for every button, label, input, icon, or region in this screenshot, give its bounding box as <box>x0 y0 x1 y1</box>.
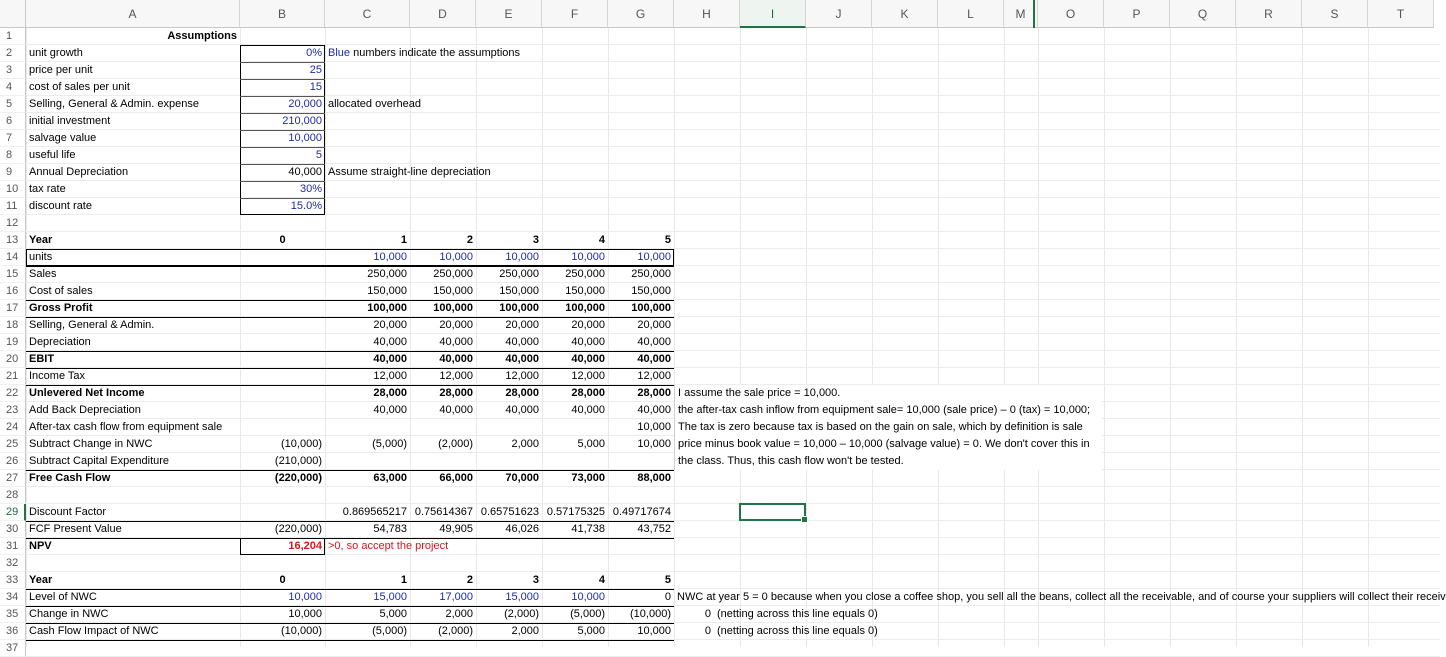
assumption-cell-divider <box>240 147 325 148</box>
nwc-value[interactable]: (5,000) <box>372 625 407 637</box>
cashflow-value[interactable]: 100,000 <box>433 302 473 314</box>
cashflow-value[interactable]: 10,000 <box>439 251 473 263</box>
fcf-pv-value[interactable]: 49,905 <box>439 523 473 535</box>
table-rule <box>26 249 674 250</box>
row-header[interactable]: 10 <box>0 181 26 198</box>
cashflow-value[interactable]: 10,000 <box>505 251 539 263</box>
cashflow-row-label[interactable]: After-tax cash flow from equipment sale <box>29 421 223 433</box>
assumption-value[interactable]: 0% <box>306 47 322 59</box>
column-header[interactable]: L <box>938 0 1004 28</box>
row-header[interactable]: 6 <box>0 113 26 130</box>
nwc-value[interactable]: 0 <box>664 591 671 603</box>
cashflow-row-label[interactable]: Sales <box>29 268 57 280</box>
fcf-pv-value[interactable]: 46,026 <box>505 523 539 535</box>
cashflow-value[interactable]: 5,000 <box>577 438 605 450</box>
assumption-value[interactable]: 40,000 <box>288 166 322 178</box>
cashflow-row-label[interactable]: Subtract Change in NWC <box>29 438 153 450</box>
nwc-value[interactable]: (2,000) <box>504 608 539 620</box>
row-header[interactable]: 32 <box>0 555 26 572</box>
cashflow-row-label[interactable]: Unlevered Net Income <box>29 387 145 399</box>
cashflow-value[interactable]: 150,000 <box>367 285 407 297</box>
discount-factor-value[interactable]: 0.65751623 <box>480 506 539 518</box>
cashflow-value[interactable]: 70,000 <box>505 472 539 484</box>
nwc-total[interactable]: 0 <box>704 608 711 620</box>
nwc-note[interactable]: NWC at year 5 = 0 because when you close a coffee shop, you sell all the beans, collect all the receivable, and of course your suppliers will collect their receiv <box>677 591 1446 603</box>
cashflow-value[interactable]: 12,000 <box>571 370 605 382</box>
nwc-value[interactable]: 10,000 <box>288 591 322 603</box>
column-header[interactable]: K <box>872 0 938 28</box>
table-rule <box>26 317 674 318</box>
row-header[interactable]: 4 <box>0 79 26 96</box>
cashflow-value[interactable]: 12,000 <box>373 370 407 382</box>
table-rule <box>26 300 674 301</box>
column-header[interactable]: R <box>1236 0 1302 28</box>
cashflow-value[interactable]: 40,000 <box>373 353 407 365</box>
row-header[interactable]: 27 <box>0 470 26 487</box>
cashflow-value[interactable]: 150,000 <box>565 285 605 297</box>
nwc-value[interactable]: (10,000) <box>630 608 671 620</box>
row-header[interactable]: 20 <box>0 351 26 368</box>
cashflow-value[interactable]: 40,000 <box>637 336 671 348</box>
nwc-value[interactable]: 2,000 <box>511 625 539 637</box>
assumption-value[interactable]: 15 <box>309 81 322 93</box>
cashflow-value[interactable]: 40,000 <box>505 336 539 348</box>
assumption-cell-divider <box>240 96 325 97</box>
row-header[interactable]: 31 <box>0 538 26 555</box>
row-header[interactable]: 9 <box>0 164 26 181</box>
row-header[interactable]: 8 <box>0 147 26 164</box>
cashflow-value[interactable]: 12,000 <box>505 370 539 382</box>
nwc-row-label[interactable]: Cash Flow Impact of NWC <box>29 625 159 637</box>
row-header[interactable]: 25 <box>0 436 26 453</box>
table-rule <box>26 623 674 624</box>
row-header[interactable]: 33 <box>0 572 26 589</box>
fcf-pv-value[interactable]: 43,752 <box>637 523 671 535</box>
cashflow-row-label[interactable]: Free Cash Flow <box>29 472 111 484</box>
cashflow-row-label[interactable]: Subtract Capital Expenditure <box>29 455 170 467</box>
assumption-cell-divider <box>240 181 325 182</box>
nwc-value[interactable]: (2,000) <box>438 625 473 637</box>
cashflow-value[interactable]: 250,000 <box>499 268 539 280</box>
nwc-value[interactable]: 10,000 <box>288 608 322 620</box>
cashflow-value[interactable]: (10,000) <box>281 438 322 450</box>
table-rule <box>26 368 674 369</box>
fcf-pv-value[interactable]: 41,738 <box>571 523 605 535</box>
cashflow-value[interactable]: 250,000 <box>367 268 407 280</box>
year-header[interactable]: 5 <box>664 234 671 246</box>
cashflow-value[interactable]: 10,000 <box>571 251 605 263</box>
assumption-note-text: numbers indicate the assumptions <box>353 47 521 59</box>
row-header[interactable]: 11 <box>0 198 26 215</box>
cashflow-value[interactable]: 40,000 <box>571 404 605 416</box>
fcf-pv-value[interactable]: (220,000) <box>274 523 322 535</box>
cashflow-row-label[interactable]: Cost of sales <box>29 285 93 297</box>
cashflow-value[interactable]: 250,000 <box>433 268 473 280</box>
table-rule <box>26 589 674 590</box>
cashflow-value[interactable]: 40,000 <box>505 353 539 365</box>
cashflow-value[interactable]: 20,000 <box>571 319 605 331</box>
cashflow-row-label[interactable]: Depreciation <box>29 336 91 348</box>
row-header[interactable]: 5 <box>0 96 26 113</box>
table-rule <box>26 640 674 641</box>
column-header[interactable]: B <box>240 0 325 28</box>
cashflow-value[interactable]: 40,000 <box>439 336 473 348</box>
assumptions-header[interactable]: Assumptions <box>167 30 237 42</box>
cashflow-value[interactable]: 2,000 <box>511 438 539 450</box>
cashflow-value[interactable]: 28,000 <box>439 387 473 399</box>
cashflow-value[interactable]: 250,000 <box>565 268 605 280</box>
assumption-note[interactable]: allocated overhead <box>328 98 421 110</box>
table-rule <box>26 385 674 386</box>
assumption-cell-divider <box>240 198 325 199</box>
cashflow-value[interactable]: 28,000 <box>637 387 671 399</box>
row-header[interactable]: 13 <box>0 232 26 249</box>
cashflow-row-label[interactable]: EBIT <box>29 353 55 365</box>
cashflow-value[interactable]: 40,000 <box>373 336 407 348</box>
discount-factor-label[interactable]: Discount Factor <box>29 506 107 518</box>
assumption-value[interactable]: 210,000 <box>282 115 322 127</box>
active-cell-selection[interactable] <box>739 503 806 521</box>
cashflow-value[interactable]: (220,000) <box>274 472 322 484</box>
cashflow-value[interactable]: 100,000 <box>565 302 605 314</box>
row-header[interactable]: 35 <box>0 606 26 623</box>
nwc-year-header[interactable]: 4 <box>598 574 605 586</box>
row-header[interactable]: 19 <box>0 334 26 351</box>
assumption-value[interactable]: 30% <box>299 183 322 195</box>
column-header[interactable]: O <box>1038 0 1104 28</box>
npv-label[interactable]: NPV <box>29 540 52 552</box>
select-all-corner[interactable] <box>0 0 26 28</box>
nwc-value[interactable]: (10,000) <box>281 625 322 637</box>
nwc-row-label[interactable]: Level of NWC <box>29 591 97 603</box>
cashflow-value[interactable]: 10,000 <box>373 251 407 263</box>
nwc-value[interactable]: 10,000 <box>571 591 605 603</box>
cashflow-value[interactable]: 12,000 <box>439 370 473 382</box>
column-header[interactable]: D <box>410 0 476 28</box>
nwc-note[interactable]: (netting across this line equals 0) <box>717 608 878 620</box>
row-header[interactable]: 34 <box>0 589 26 606</box>
cashflow-value[interactable]: 40,000 <box>637 353 671 365</box>
row-header[interactable]: 7 <box>0 130 26 147</box>
table-rule <box>26 538 674 539</box>
cashflow-row-label[interactable]: Gross Profit <box>29 302 93 314</box>
row-header[interactable]: 21 <box>0 368 26 385</box>
nwc-value[interactable]: 5,000 <box>577 625 605 637</box>
row-header[interactable]: 3 <box>0 62 26 79</box>
assumption-label[interactable]: Annual Depreciation <box>29 166 129 178</box>
assumption-note[interactable]: Assume straight-line depreciation <box>328 166 491 178</box>
assumption-cell-divider <box>240 130 325 131</box>
cashflow-value[interactable]: 100,000 <box>367 302 407 314</box>
cashflow-value[interactable]: 10,000 <box>637 251 671 263</box>
cashflow-value[interactable]: 20,000 <box>637 319 671 331</box>
nwc-year-header[interactable]: 5 <box>664 574 671 586</box>
cashflow-value[interactable]: 28,000 <box>505 387 539 399</box>
nwc-value[interactable]: 15,000 <box>505 591 539 603</box>
cashflow-value[interactable]: 20,000 <box>439 319 473 331</box>
row-header[interactable]: 24 <box>0 419 26 436</box>
cashflow-value[interactable]: 40,000 <box>373 404 407 416</box>
assumption-cell-divider <box>240 79 325 80</box>
cashflow-note[interactable]: the after-tax cash inflow from equipment sale= 10,000 (sale price) – 0 (tax) = 10,000; <box>674 402 1102 419</box>
cashflow-value[interactable]: 88,000 <box>637 472 671 484</box>
fcf-pv-value[interactable]: 54,783 <box>373 523 407 535</box>
cashflow-value[interactable]: 40,000 <box>637 404 671 416</box>
row-header[interactable]: 36 <box>0 623 26 640</box>
column-header[interactable]: H <box>674 0 740 28</box>
cashflow-note[interactable]: the class. Thus, this cash flow won't be tested. <box>674 453 1102 470</box>
nwc-note[interactable]: (netting across this line equals 0) <box>717 625 878 637</box>
cashflow-row-label[interactable]: Add Back Depreciation <box>29 404 141 416</box>
assumption-cell-divider <box>240 62 325 63</box>
row-header[interactable]: 2 <box>0 45 26 62</box>
cashflow-value[interactable]: (210,000) <box>274 455 322 467</box>
cashflow-value[interactable]: 100,000 <box>499 302 539 314</box>
cashflow-value[interactable]: 10,000 <box>637 438 671 450</box>
year-header[interactable]: 2 <box>466 234 473 246</box>
nwc-value[interactable]: 15,000 <box>373 591 407 603</box>
column-header[interactable]: C <box>325 0 410 28</box>
cashflow-row-label[interactable]: units <box>29 251 53 263</box>
assumption-value[interactable]: 20,000 <box>288 98 322 110</box>
row-header[interactable]: 23 <box>0 402 26 419</box>
nwc-year-label[interactable]: Year <box>29 574 53 586</box>
column-header[interactable]: M <box>1004 0 1038 28</box>
assumption-label[interactable]: tax rate <box>29 183 66 195</box>
column-header[interactable]: I <box>740 0 806 28</box>
year-header[interactable]: 3 <box>532 234 539 246</box>
cashflow-value[interactable]: 150,000 <box>433 285 473 297</box>
cashflow-value[interactable]: 73,000 <box>571 472 605 484</box>
row-header[interactable]: 16 <box>0 283 26 300</box>
cashflow-note[interactable]: I assume the sale price = 10,000. <box>674 385 1102 402</box>
cashflow-value[interactable]: (2,000) <box>438 438 473 450</box>
cashflow-value[interactable]: 150,000 <box>499 285 539 297</box>
table-rule <box>26 266 674 267</box>
row-header[interactable]: 18 <box>0 317 26 334</box>
column-header[interactable]: P <box>1104 0 1170 28</box>
nwc-value[interactable]: 5,000 <box>379 608 407 620</box>
cashflow-value[interactable]: 40,000 <box>439 353 473 365</box>
npv-note[interactable]: >0, so accept the project <box>328 540 449 552</box>
cashflow-value[interactable]: 28,000 <box>571 387 605 399</box>
cashflow-value[interactable]: 10,000 <box>637 421 671 433</box>
cashflow-value[interactable]: 28,000 <box>373 387 407 399</box>
cashflow-note[interactable]: price minus book value = 10,000 – 10,000 (salvage value) = 0. We don't cover this in <box>674 436 1102 453</box>
year-header[interactable]: 1 <box>400 234 407 246</box>
cashflow-value[interactable]: 40,000 <box>505 404 539 416</box>
row-header[interactable]: 14 <box>0 249 26 266</box>
assumption-note[interactable] <box>325 45 523 62</box>
assumption-label[interactable]: useful life <box>29 149 76 161</box>
nwc-year-header[interactable]: 0 <box>279 574 286 586</box>
row-header[interactable]: 29 <box>0 504 26 521</box>
row-header[interactable]: 37 <box>0 640 26 657</box>
cashflow-note[interactable]: The tax is zero because tax is based on the gain on sale, which by definition is sale <box>674 419 1102 436</box>
cashflow-value[interactable]: (5,000) <box>372 438 407 450</box>
row-header[interactable]: 26 <box>0 453 26 470</box>
nwc-total[interactable]: 0 <box>704 625 711 637</box>
column-header[interactable]: A <box>26 0 240 28</box>
row-header[interactable]: 12 <box>0 215 26 232</box>
cashflow-value[interactable]: 63,000 <box>373 472 407 484</box>
discount-factor-value[interactable]: 0.869565217 <box>342 506 407 518</box>
column-header[interactable]: G <box>608 0 674 28</box>
cashflow-value[interactable]: 40,000 <box>439 404 473 416</box>
assumption-label[interactable]: Selling, General & Admin. expense <box>29 98 199 110</box>
row-header[interactable]: 30 <box>0 521 26 538</box>
assumption-cell-divider <box>240 113 325 114</box>
assumption-cell-divider <box>240 164 325 165</box>
assumption-note-prefix: Blue <box>328 47 351 59</box>
cashflow-value[interactable]: 20,000 <box>373 319 407 331</box>
nwc-year-header[interactable]: 3 <box>532 574 539 586</box>
row-header[interactable]: 15 <box>0 266 26 283</box>
column-header[interactable]: Q <box>1170 0 1236 28</box>
table-rule <box>26 521 674 522</box>
assumption-label[interactable]: cost of sales per unit <box>29 81 130 93</box>
discount-factor-value[interactable]: 0.57175325 <box>546 506 605 518</box>
freeze-pane-line <box>1033 0 1035 28</box>
nwc-year-header[interactable]: 2 <box>466 574 473 586</box>
cashflow-value[interactable]: 12,000 <box>637 370 671 382</box>
npv-value[interactable]: 16,204 <box>288 540 322 552</box>
assumption-label[interactable]: salvage value <box>29 132 97 144</box>
nwc-value[interactable]: (5,000) <box>570 608 605 620</box>
nwc-value[interactable]: 17,000 <box>439 591 473 603</box>
nwc-year-header[interactable]: 1 <box>400 574 407 586</box>
assumption-value[interactable]: 5 <box>315 149 322 161</box>
cashflow-value[interactable]: 40,000 <box>571 353 605 365</box>
discount-factor-value[interactable]: 0.49717674 <box>612 506 671 518</box>
row-header[interactable]: 28 <box>0 487 26 504</box>
table-rule <box>26 351 674 352</box>
column-header[interactable]: T <box>1368 0 1434 28</box>
assumption-label[interactable]: price per unit <box>29 64 93 76</box>
nwc-value[interactable]: 10,000 <box>637 625 671 637</box>
assumption-value[interactable]: 10,000 <box>288 132 322 144</box>
row-header[interactable]: 17 <box>0 300 26 317</box>
assumption-label[interactable]: discount rate <box>29 200 92 212</box>
nwc-value[interactable]: 2,000 <box>445 608 473 620</box>
year-header[interactable]: 0 <box>279 234 286 246</box>
discount-factor-value[interactable]: 0.75614367 <box>414 506 473 518</box>
cashflow-row-label[interactable]: Selling, General & Admin. <box>29 319 155 331</box>
cashflow-row-label[interactable]: Income Tax <box>29 370 86 382</box>
assumption-value[interactable]: 25 <box>309 64 322 76</box>
cashflow-value[interactable]: 40,000 <box>571 336 605 348</box>
assumption-label[interactable]: initial investment <box>29 115 111 127</box>
assumption-label[interactable]: unit growth <box>29 47 83 59</box>
fcf-pv-label[interactable]: FCF Present Value <box>29 523 122 535</box>
column-header[interactable]: F <box>542 0 608 28</box>
cashflow-value[interactable]: 150,000 <box>631 285 671 297</box>
cashflow-value[interactable]: 250,000 <box>631 268 671 280</box>
column-header[interactable]: J <box>806 0 872 28</box>
row-header[interactable]: 22 <box>0 385 26 402</box>
table-rule <box>26 606 674 607</box>
column-header[interactable]: E <box>476 0 542 28</box>
assumption-value[interactable]: 15.0% <box>290 200 322 212</box>
year-label[interactable]: Year <box>29 234 53 246</box>
year-header[interactable]: 4 <box>598 234 605 246</box>
nwc-row-label[interactable]: Change in NWC <box>29 608 109 620</box>
cashflow-value[interactable]: 20,000 <box>505 319 539 331</box>
cashflow-value[interactable]: 100,000 <box>631 302 671 314</box>
row-header[interactable]: 1 <box>0 28 26 45</box>
cashflow-value[interactable]: 66,000 <box>439 472 473 484</box>
column-header[interactable]: S <box>1302 0 1368 28</box>
table-rule <box>26 470 674 471</box>
